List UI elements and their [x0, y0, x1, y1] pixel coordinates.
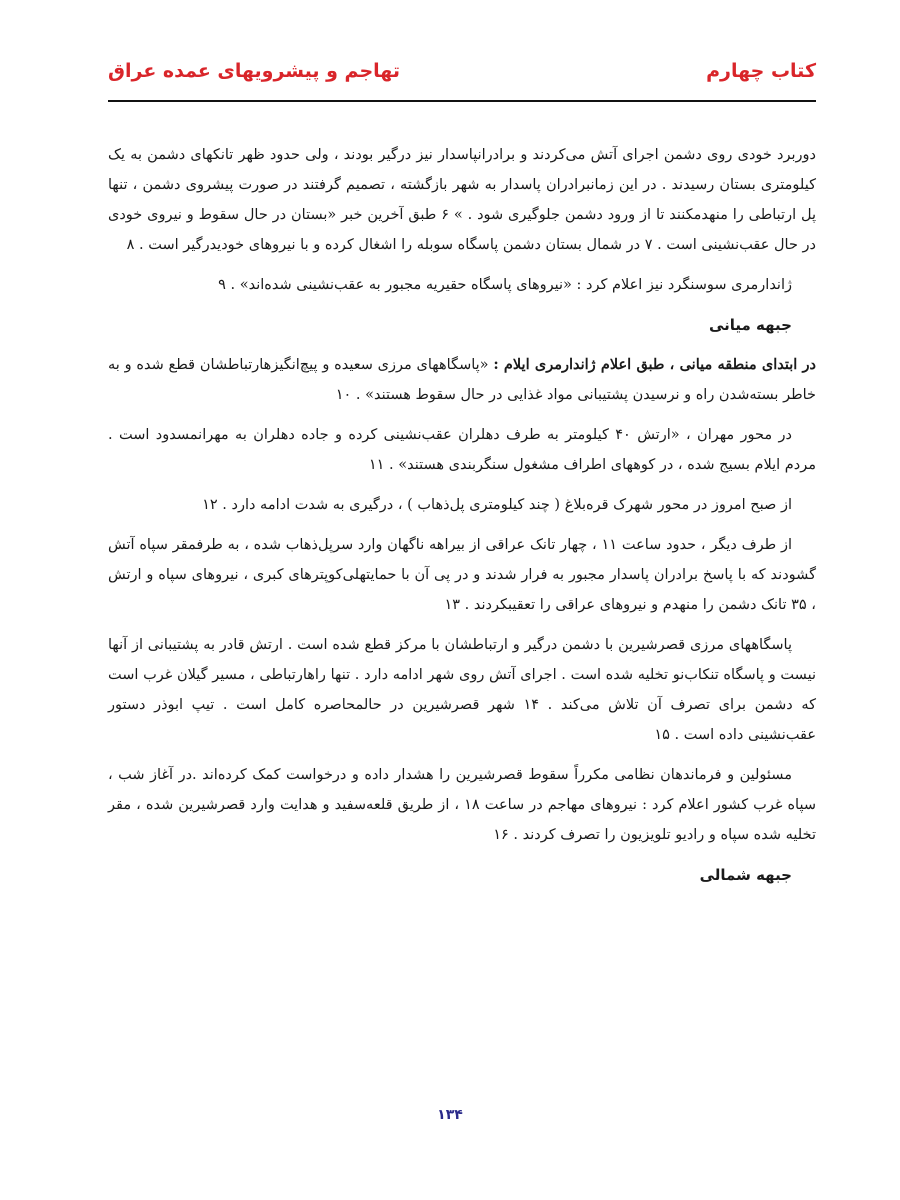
paragraph-3 — [108, 350, 816, 410]
paragraph-3-text: «پاسگاههای مرزی سعیده و پیچ‌انگیزهارتباطشان قطع شده و به خاطر بسته‌شدن راه و نرسیدن پشتیبانی مواد غذایی در حال سقوط هستند» . ۱۰ — [108, 357, 816, 403]
paragraph-4: در محور مهران ، «ارتش ۴۰ کیلومتر به طرف دهلران عقب‌نشینی کرده و جاده دهلران به مهرانمسدود است . مردم ایلام بسیج شده ، در کوههای اطراف مشغول سنگربندی هستند» . ۱۱ — [108, 427, 816, 473]
heading-middle-front: جبهه میانی — [708, 316, 792, 334]
paragraph-1: دوربرد خودی روی دشمن اجرای آتش می‌کردند و برادرانپاسدار نیز درگیر بودند ، ولی حدود ظهر تانکهای دشمن به یک کیلومتری بستان رسیدند . در این زمانبرادران پاسدار به شهر بازگشته ، تصمیم گرفتند در صورت پیشروی دشمن ، تنها پل ارتباطی را منهدمکنند تا از ورود دشمن جلوگیری شود . » ۶ طبق آخرین خبر «بستان در حال سقوط و نیروی خودی در حال عقب‌نشینی است . ۷ در شمال بستان دشمن پاسگاه سوبله را اشغال کرده و با نیروهای خودیدرگیر است . ۸ — [108, 147, 816, 253]
paragraph-7: پاسگاههای مرزی قصرشیرین با دشمن درگیر و ارتباطشان با مرکز قطع شده است . ارتش قادر به پشتیبانی از آنها نیست و پاسگاه تنکاب‌نو تخلیه شده است . اجرای آتش روی شهر ادامه دارد . تنها راهارتباطی ، مسیر گیلان غرب است که دشمن برای تصرف آن تلاش می‌کند . ۱۴ شهر قصرشیرین در حالمحاصره کامل است . تیپ ابوذر دستور عقب‌نشینی داده است . ۱۵ — [108, 637, 816, 743]
page-number: ۱۳۴ — [437, 1107, 463, 1123]
chapter-title: تهاجم و پیشرویهای عمده عراق — [108, 60, 400, 82]
running-header — [108, 52, 816, 100]
header-divider — [108, 100, 816, 102]
paragraph-3-lead: در ابتدای منطقه میانی ، طبق اعلام ژاندارمری ایلام : — [493, 356, 816, 373]
paragraph-8: مسئولین و فرماندهان نظامی مکرراً سقوط قصرشیرین را هشدار داده و درخواست کمک کرده‌اند .در آغاز شب ، سپاه غرب کشور اعلام کرد : نیروهای مهاجم در ساعت ۱۸ ، از طریق قلعه‌سفید و هدایت وارد قصرشیرین شده ، مقر تخلیه شده سپاه و رادیو تلویزیون را تصرف کردند . ۱۶ — [108, 767, 816, 843]
paragraph-5: از صبح امروز در محور شهرک قره‌بلاغ ( چند کیلومتری پل‌ذهاب ) ، درگیری به شدت ادامه دارد . ۱۲ — [202, 497, 792, 513]
book-label: کتاب چهارم — [706, 60, 816, 82]
body-text — [108, 140, 816, 900]
paragraph-6: از طرف دیگر ، حدود ساعت ۱۱ ، چهار تانک عراقی از بیراهه ناگهان وارد سرپل‌ذهاب شده ، به طرفمقر سپاه آتش گشودند که با پاسخ برادران پاسدار مجبور به فرار شدند و در پی آن با حمایتهلی‌کوپترهای کبری ، نیروهای سپاه و ارتش ، ۳۵ تانک دشمن را منهدم و نیروهای عراقی را تعقیبکردند . ۱۳ — [108, 537, 816, 613]
heading-north-front: جبهه شمالی — [699, 866, 792, 884]
paragraph-2: ژاندارمری سوسنگرد نیز اعلام کرد : «نیروهای پاسگاه حقیریه مجبور به عقب‌نشینی شده‌اند» . ۹ — [218, 277, 792, 293]
